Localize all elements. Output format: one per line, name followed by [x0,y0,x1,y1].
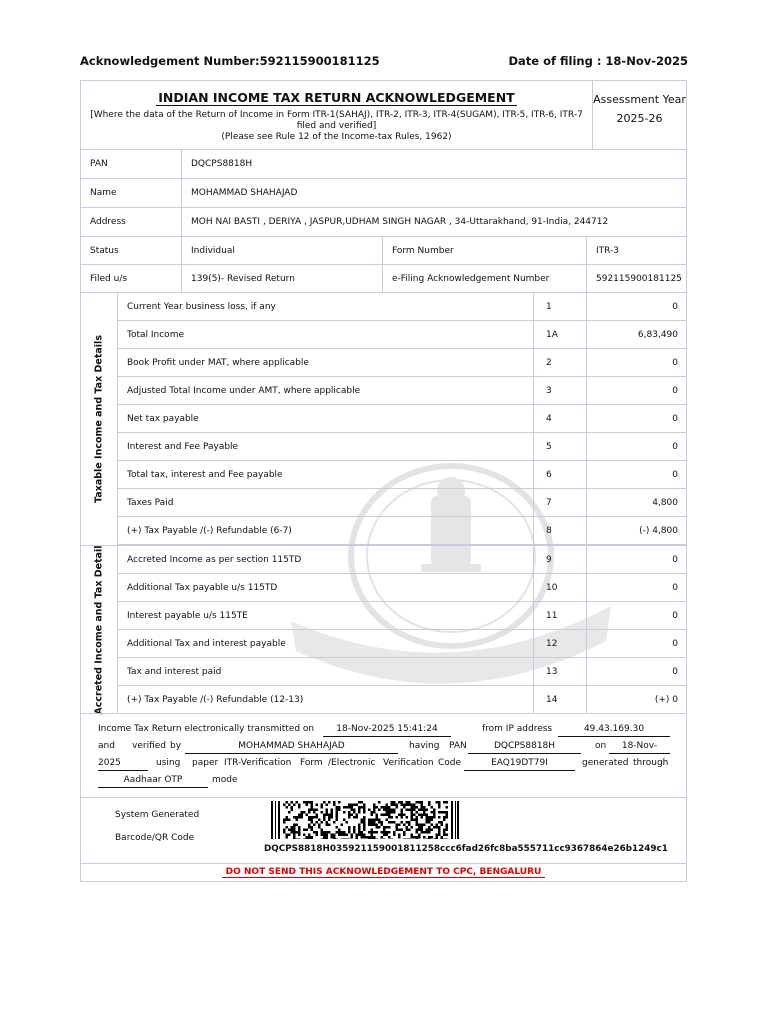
by-text: by [170,741,182,751]
table-row [117,517,686,545]
row-number: 1A [534,321,587,348]
status-value: Individual [181,237,382,264]
acknowledgement-form [80,80,687,882]
row-value: 0 [672,385,678,396]
transmission-line-1 [98,724,670,738]
row-number: 7 [534,489,587,516]
row-description: Book Profit under MAT, where applicable [117,349,534,376]
row-value: (+) 0 [654,694,678,705]
pan-value: DQCPS8818H [181,150,686,178]
row-description: Current Year business loss, if any [117,293,534,320]
row-description: Total Income [117,321,534,348]
row-description: Interest and Fee Payable [117,433,534,460]
row-value: 4,800 [652,497,678,508]
name-label: Name [90,188,117,198]
cpc-warning: DO NOT SEND THIS ACKNOWLEDGEMENT TO CPC, BENGALURU [222,867,546,878]
accreted-income-heading: Accreted Income and Tax Detail [93,545,105,715]
row-description: Additional Tax payable u/s 115TD [117,574,534,601]
table-row [117,321,686,349]
row-number: 8 [534,517,587,544]
using-text: using [156,758,181,768]
address-row [81,208,686,237]
row-description: Total tax, interest and Fee payable [117,461,534,488]
row-value: (-) 4,800 [639,525,678,536]
row-description: Accreted Income as per section 115TD [117,546,534,573]
verification-date-part1: 18-Nov- [609,741,670,754]
row-number: 12 [534,630,587,657]
address-label: Address [90,217,126,227]
row-number: 1 [534,293,587,320]
table-row [117,293,686,321]
verification-pan: DQCPS8818H [468,741,581,754]
on-text: on [595,741,607,751]
row-number: 5 [534,433,587,460]
table-row [117,686,686,713]
row-description: Interest payable u/s 115TE [117,602,534,629]
row-value: 0 [672,554,678,565]
transmission-statement [81,713,686,798]
taxable-income-side-label [81,293,118,545]
row-description: (+) Tax Payable /(-) Refundable (12-13) [117,686,534,713]
taxable-income-section [81,293,686,545]
transmission-datetime: 18-Nov-2025 15:41:24 [323,724,451,737]
table-row [117,349,686,377]
assessment-year-block [593,81,686,149]
and-text: and [98,741,115,751]
form-title: INDIAN INCOME TAX RETURN ACKNOWLEDGEMENT [158,90,515,105]
pan-text: PAN [449,741,467,751]
efiling-ack-value: 592115900181125 [586,265,686,292]
itr-verification-text: ITR-Verification [224,758,292,768]
table-row [117,546,686,574]
filed-us-value: 139(5)- Revised Return [181,265,382,292]
form-text: Form [300,758,323,768]
barcode-image [271,801,459,839]
row-number: 9 [534,546,587,573]
form-header [81,81,686,150]
table-row [117,377,686,405]
table-row [117,461,686,489]
barcode-section [81,797,686,864]
assessment-year-label: Assessment Year [593,93,686,106]
barcode-code-text: DQCPS8818H035921159001811258ccc6fad26fc8ba555711cc9367864e26b1249c1 [264,844,668,854]
form-rule-note: (Please see Rule 12 of the Income-tax Rules, 1962) [221,132,452,142]
code-text: Code [438,758,462,768]
row-value: 0 [672,582,678,593]
system-generated-label: System Generated [115,810,200,820]
filed-us-row [81,265,686,293]
row-value: 0 [672,469,678,480]
table-row [117,574,686,602]
top-bar [80,54,688,70]
transmission-line-3 [98,758,670,772]
accreted-income-section [81,545,686,714]
pan-row [81,150,686,179]
row-value: 0 [672,638,678,649]
row-description: Taxes Paid [117,489,534,516]
row-description: Adjusted Total Income under AMT, where applicable [117,377,534,404]
row-number: 4 [534,405,587,432]
ip-text: from IP address [482,724,553,734]
row-number: 10 [534,574,587,601]
verification-mode: Aadhaar OTP [98,775,208,788]
table-row [117,602,686,630]
row-number: 2 [534,349,587,376]
row-value: 0 [672,441,678,452]
row-value: 0 [672,301,678,312]
row-value: 0 [672,357,678,368]
header-title-block [81,81,593,149]
accreted-income-side-label [81,546,118,714]
table-row [117,405,686,433]
form-subtitle: [Where the data of the Return of Income in Form ITR-1(SAHAJ), ITR-2, ITR-3, ITR-4(SUGAM), ITR-5, ITR-6, ITR-7 filed and verified] [90,110,583,131]
transmission-line-4 [98,775,670,789]
footer-warning-block [81,864,686,882]
generated-text: generated [582,758,629,768]
taxable-income-heading: Taxable Income and Tax Details [93,335,105,503]
name-value: MOHAMMAD SHAHAJAD [181,179,686,207]
transmitted-text: Income Tax Return electronically transmitted on [98,724,315,734]
verification-text: Verification [383,758,434,768]
verified-by-name: MOHAMMAD SHAHAJAD [185,741,398,754]
row-number: 11 [534,602,587,629]
table-row [117,658,686,686]
row-description: Additional Tax and interest payable [117,630,534,657]
having-text: having [409,741,440,751]
electronic-text: /Electronic [328,758,376,768]
through-text: through [633,758,669,768]
row-description: (+) Tax Payable /(-) Refundable (6-7) [117,517,534,544]
row-value: 0 [672,413,678,424]
efiling-ack-label: e-Filing Acknowledgement Number [382,265,586,292]
name-row [81,179,686,208]
verification-date-part2: 2025 [98,758,148,771]
form-number-label: Form Number [382,237,586,264]
row-number: 13 [534,658,587,685]
table-row [117,630,686,658]
row-number: 6 [534,461,587,488]
ip-address: 49.43.169.30 [558,724,670,737]
date-of-filing: Date of filing : 18-Nov-2025 [508,54,688,68]
row-value: 0 [672,666,678,677]
verification-code: EAQ19DT79I [464,758,575,771]
status-row [81,237,686,265]
row-description: Net tax payable [117,405,534,432]
row-number: 3 [534,377,587,404]
assessment-year-value: 2025-26 [616,112,663,125]
filed-us-label: Filed u/s [90,273,128,284]
form-number-value: ITR-3 [586,237,686,264]
row-value: 6,83,490 [637,329,678,340]
row-description: Tax and interest paid [117,658,534,685]
acknowledgement-number: Acknowledgement Number:592115900181125 [80,54,380,68]
mode-text: mode [212,775,238,785]
paper-text: paper [192,758,219,768]
address-value: MOH NAI BASTI , DERIYA , JASPUR,UDHAM SINGH NAGAR , 34-Uttarakhand, 91-India, 244712 [181,208,686,236]
barcode-qr-label: Barcode/QR Code [115,833,195,843]
row-number: 14 [534,686,587,713]
transmission-line-2 [98,741,670,755]
table-row [117,489,686,517]
pan-label: PAN [90,159,108,169]
table-row [117,433,686,461]
row-value: 0 [672,610,678,621]
verified-text: verified [132,741,166,751]
status-label: Status [90,245,119,256]
